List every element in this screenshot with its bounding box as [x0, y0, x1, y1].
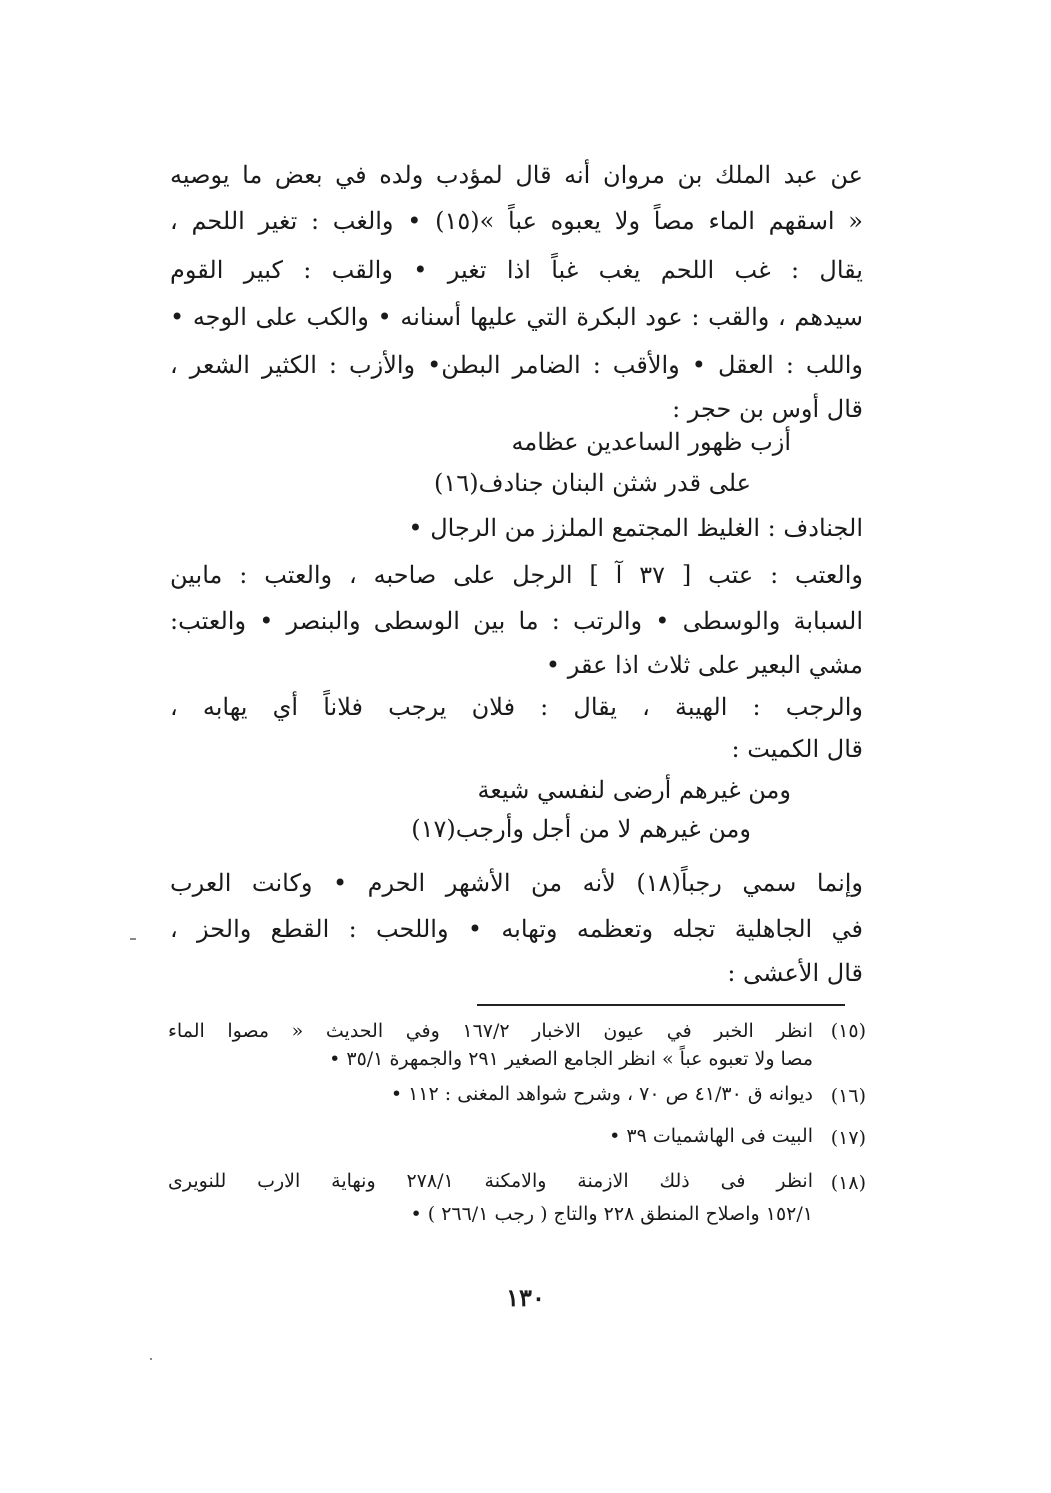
- footnote-number: (١٨): [830, 1172, 866, 1194]
- scan-speck: [130, 938, 136, 940]
- footnote-text: البيت فى الهاشميات ٣٩ •: [609, 1125, 813, 1147]
- page-number: ١٣٠: [506, 1283, 545, 1312]
- body-line: يقال : غب اللحم يغب غباً اذا تغير • والقب : كبير القوم: [170, 256, 863, 284]
- body-line: عن عبد الملك بن مروان أنه قال لمؤدب ولده في بعض ما يوصيه: [170, 161, 863, 189]
- body-line: واللب : العقل • والأقب : الضامر البطن• والأزب : الكثير الشعر ،: [170, 351, 863, 379]
- body-line: مشي البعير على ثلاث اذا عقر •: [545, 651, 863, 679]
- body-line: الجنادف : الغليظ المجتمع الملزز من الرجال •: [408, 514, 863, 542]
- poet-intro: قال الأعشى :: [727, 959, 863, 987]
- body-line: « اسقهم الماء مصاً ولا يعبوه عباً »(١٥) • والغب : تغير اللحم ،: [170, 207, 863, 235]
- poet-intro: قال الكميت :: [731, 735, 863, 763]
- body-line: في الجاهلية تجله وتعظمه وتهابه • واللحب : القطع والحز ،: [170, 915, 863, 943]
- verse-line: على قدر شثن البنان جنادف(١٦): [434, 469, 751, 497]
- footnote-text: مصا ولا تعبوه عباً » انظر الجامع الصغير ٢٩١ والجمهرة ٣٥/١ •: [329, 1048, 813, 1070]
- footnote-text: ديوانه ق ٤١/٣٠ ص ٧٠ ، وشرح شواهد المغنى : ١١٢ •: [390, 1083, 813, 1105]
- body-line: وإنما سمي رجباً(١٨) لأنه من الأشهر الحرم • وكانت العرب: [170, 869, 864, 897]
- verse-line: ومن غيرهم لا من أجل وأرجب(١٧): [411, 815, 751, 843]
- poet-intro: قال أوس بن حجر :: [672, 395, 863, 423]
- footnote-text: انظر الخبر في عيون الاخبار ١٦٧/٢ وفي الحديث « مصوا الماء: [168, 1020, 813, 1042]
- verse-line: أزب ظهور الساعدين عظامه: [511, 428, 791, 456]
- body-line: سيدهم ، والقب : عود البكرة التي عليها أسنانه • والكب على الوجه •: [170, 303, 863, 331]
- footnote-divider: [477, 1004, 845, 1006]
- verse-line: ومن غيرهم أرضى لنفسي شيعة: [477, 776, 791, 804]
- footnote-number: (١٧): [830, 1127, 866, 1149]
- body-line: والرجب : الهيبة ، يقال : فلان يرجب فلاناً أي يهابه ،: [170, 693, 863, 721]
- body-line: السبابة والوسطى • والرتب : ما بين الوسطى والبنصر • والعتب:: [170, 607, 863, 635]
- footnote-text: انظر فى ذلك الازمنة والامكنة ٢٧٨/١ ونهاية الارب للنويرى: [168, 1170, 813, 1192]
- scan-speck: [150, 1358, 152, 1360]
- footnote-text: ١٥٢/١ واصلاح المنطق ٢٢٨ والتاج ( رجب ٢٦٦/١ ) •: [410, 1203, 813, 1225]
- footnote-number: (١٥): [830, 1020, 866, 1042]
- body-line: والعتب : عتب [ ٣٧ آ ] الرجل على صاحبه ، والعتب : مابين: [170, 561, 863, 589]
- footnote-number: (١٦): [830, 1085, 866, 1107]
